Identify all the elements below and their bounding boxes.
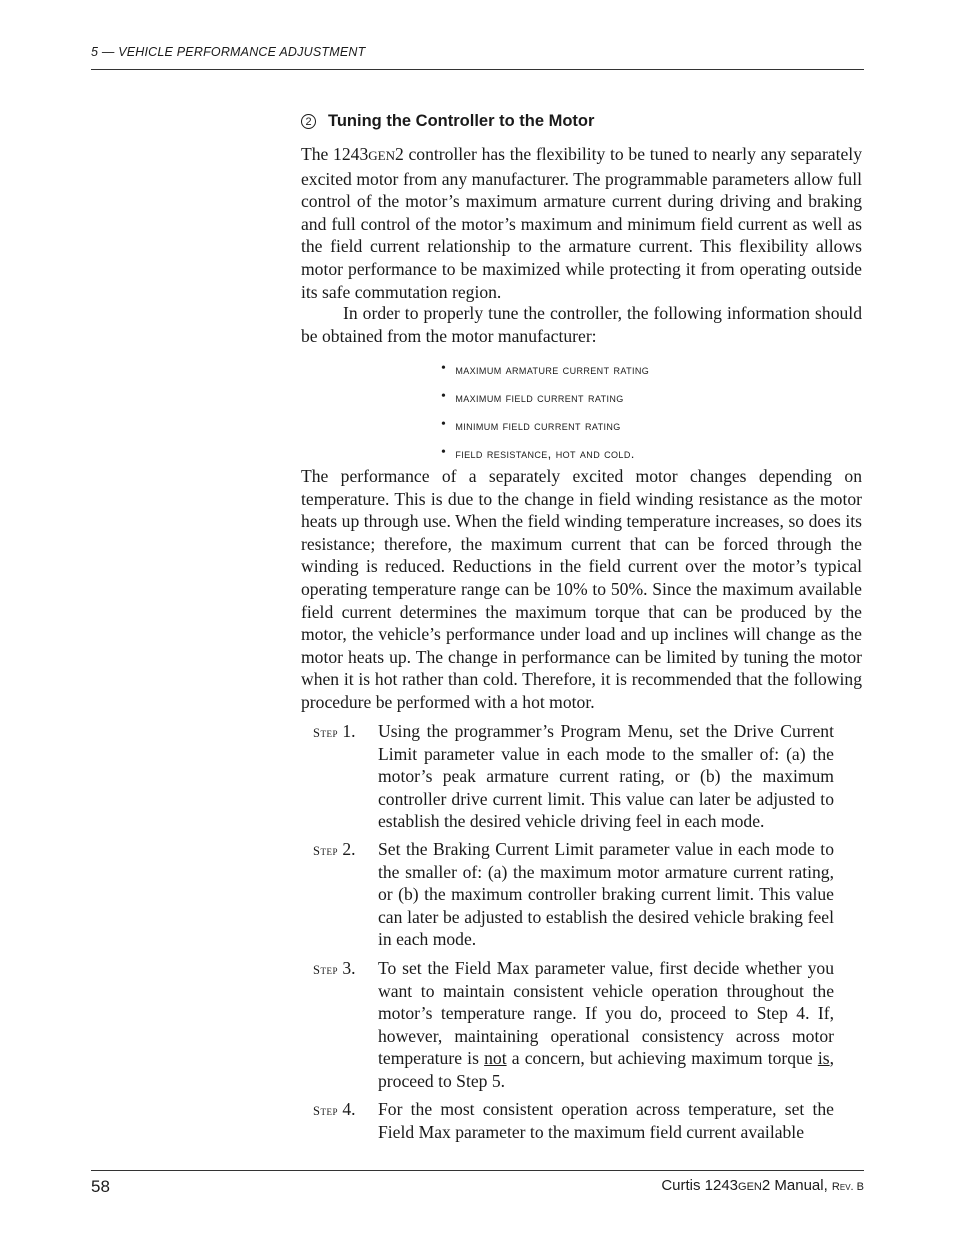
model-suffix: 2 xyxy=(394,144,404,164)
model-gen: GEN xyxy=(368,148,395,163)
step-label: Step 1. xyxy=(313,721,356,741)
step-4 xyxy=(313,1098,834,1143)
underlined-word: not xyxy=(484,1048,507,1069)
list-item: • field resistance, hot and cold. xyxy=(441,445,635,461)
running-header: 5 — VEHICLE PERFORMANCE ADJUSTMENT xyxy=(91,45,366,59)
model-prefix: The 1243 xyxy=(301,144,369,164)
footer-rule xyxy=(91,1170,864,1171)
header-rule xyxy=(91,69,864,70)
intro-text: controller has the flexibility to be tuned to nearly any separately excited motor from any manufacturer. The programmable parameters allow full control of the motor’s maximum armature current during driving and braking and full control of the motor’s maximum and minimum field current as well as the field current relationship to the armature current. This flexibility allows motor performance to be maximized while protecting it from operating outside its safe commutation region. xyxy=(301,144,862,302)
step-text: To set the Field Max parameter value, first decide whether you want to maintain consistent vehicle operation throughout the motor’s temperature range. If you do, proceed to Step 4. If, however, maintaining operational consistency across motor temperature is not a concern, but achieving maximum torque is, proceed to Step 5. xyxy=(378,958,834,1091)
circled-number-icon: 2 xyxy=(301,114,316,129)
step-2 xyxy=(313,838,834,951)
step-text: Using the programmer’s Program Menu, set the Drive Current Limit parameter value in each mode to the smaller of: (a) the motor’s peak armature current rating, or (b) the maximum controller drive current limit. This value can later be adjusted to establish the desired vehicle driving feel in each mode. xyxy=(378,721,834,832)
underlined-word: is xyxy=(817,1048,830,1069)
page-number: 58 xyxy=(91,1177,110,1196)
list-item: • maximum armature current rating xyxy=(441,361,650,377)
section-title: Tuning the Controller to the Motor xyxy=(328,112,595,130)
list-item: • maximum field current rating xyxy=(441,389,624,405)
bullet-icon: • xyxy=(441,361,447,376)
step-3 xyxy=(313,957,834,1093)
list-item: • minimum field current rating xyxy=(441,417,621,433)
step-label: Step 4. xyxy=(313,1099,356,1119)
temperature-paragraph: The performance of a separately excited motor changes depending on temperature. This is due to the change in field winding resistance as the motor heats up through use. When the field winding temperature increases, so does its resistance; therefore, the maximum current that can be forced through the winding is reduced. Reductions in the field current over the motor’s typical operating temperature range can be 10% to 50%. Since the maximum available field current determines the maximum torque that can be produced by the motor, the vehicle’s performance under load and up inclines will change as the motor heats up. The change in performance can be limited by tuning the motor when it is hot rather than cold. Therefore, it is recommended that the following procedure be performed with a hot motor. xyxy=(301,466,862,712)
bullet-icon: • xyxy=(441,417,447,432)
bullet-icon: • xyxy=(441,389,447,404)
step-label: Step 2. xyxy=(313,839,356,859)
step-text: Set the Braking Current Limit parameter value in each mode to the smaller of: (a) the maximum motor armature current rating, or (b) the maximum controller braking current limit. This value can later be adjusted to establish the desired vehicle braking feel in each mode. xyxy=(378,839,834,950)
step-text: For the most consistent operation across temperature, set the Field Max parameter to the maximum field current available xyxy=(378,1099,834,1142)
step-1 xyxy=(313,720,834,833)
footer-title: Curtis 1243GEN2 Manual, Rev. B xyxy=(661,1177,864,1194)
step-label: Step 3. xyxy=(313,958,356,978)
bullet-icon: • xyxy=(441,445,447,460)
requirements-list xyxy=(441,355,649,467)
intro-paragraph xyxy=(301,143,862,303)
section-heading xyxy=(301,112,594,131)
info-paragraph: In order to properly tune the controller, the following information should be obtained from the motor manufacturer: xyxy=(301,303,862,346)
